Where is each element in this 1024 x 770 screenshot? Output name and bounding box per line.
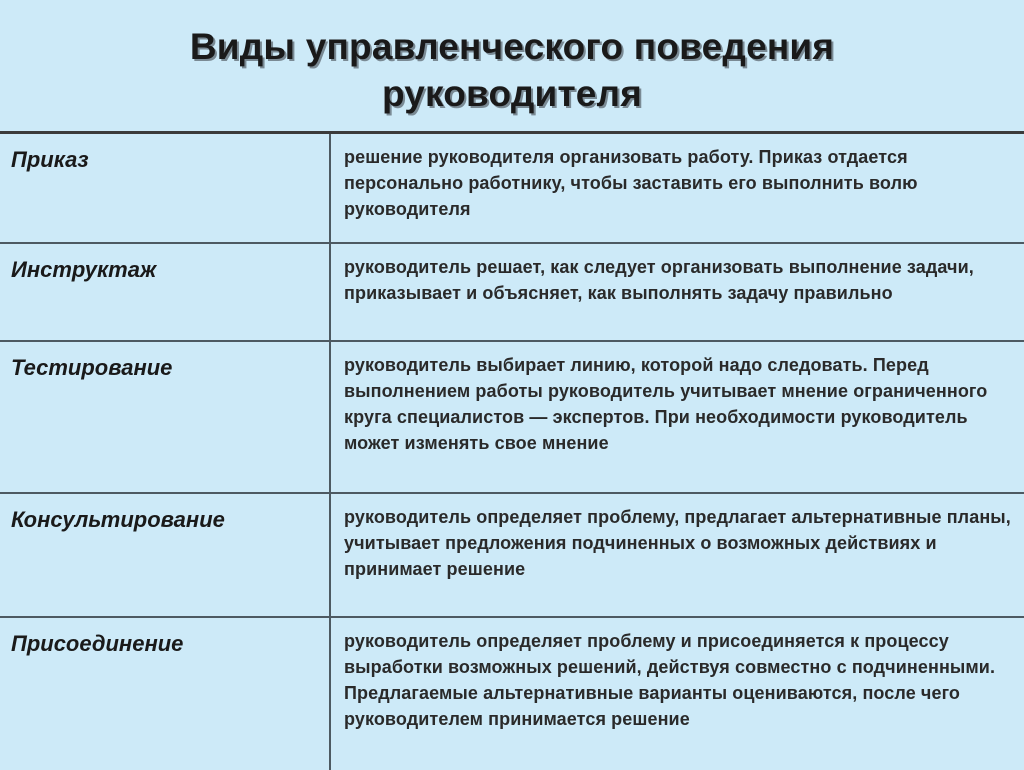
table-row bbox=[0, 618, 1024, 770]
term-cell: Тестирование bbox=[0, 342, 331, 492]
table-row bbox=[0, 494, 1024, 618]
definition-cell: руководитель определяет проблему и присоединяется к процессу выработки возможных решений, действуя совместно с подчиненными. Предлагаемые альтернативные варианты оцениваются, после чего руководителем принимается решение bbox=[344, 631, 996, 729]
term-cell: Присоединение bbox=[0, 618, 331, 770]
term-cell: Инструктаж bbox=[0, 244, 331, 340]
definition-cell: руководитель выбирает линию, которой надо следовать. Перед выполнением работы руководитель учитывает мнение ограниченного круга специалистов — экспертов. При необходимости руководитель может изменять свое мнение bbox=[344, 355, 988, 453]
slide-title bbox=[190, 15, 834, 117]
slide-title-line-2: руководителя bbox=[381, 72, 643, 114]
definition-cell: решение руководителя организовать работу. Приказ отдается персонально работнику, чтобы заставить его выполнить волю руководителя bbox=[344, 147, 918, 219]
table-row bbox=[0, 342, 1024, 494]
definition-cell: руководитель определяет проблему, предлагает альтернативные планы, учитывает предложения подчиненных о возможных действиях и принимает решение bbox=[344, 507, 1011, 579]
table-row bbox=[0, 134, 1024, 244]
slide-title-line-1: Виды управленческого поведения bbox=[189, 25, 835, 67]
term-cell: Консультирование bbox=[0, 494, 331, 616]
table-row bbox=[0, 244, 1024, 342]
behavior-types-table bbox=[0, 131, 1024, 767]
definition-cell: руководитель решает, как следует организовать выполнение задачи, приказывает и объясняет, как выполнять задачу правильно bbox=[344, 257, 974, 303]
title-block bbox=[0, 0, 1024, 131]
term-cell: Приказ bbox=[0, 134, 331, 242]
